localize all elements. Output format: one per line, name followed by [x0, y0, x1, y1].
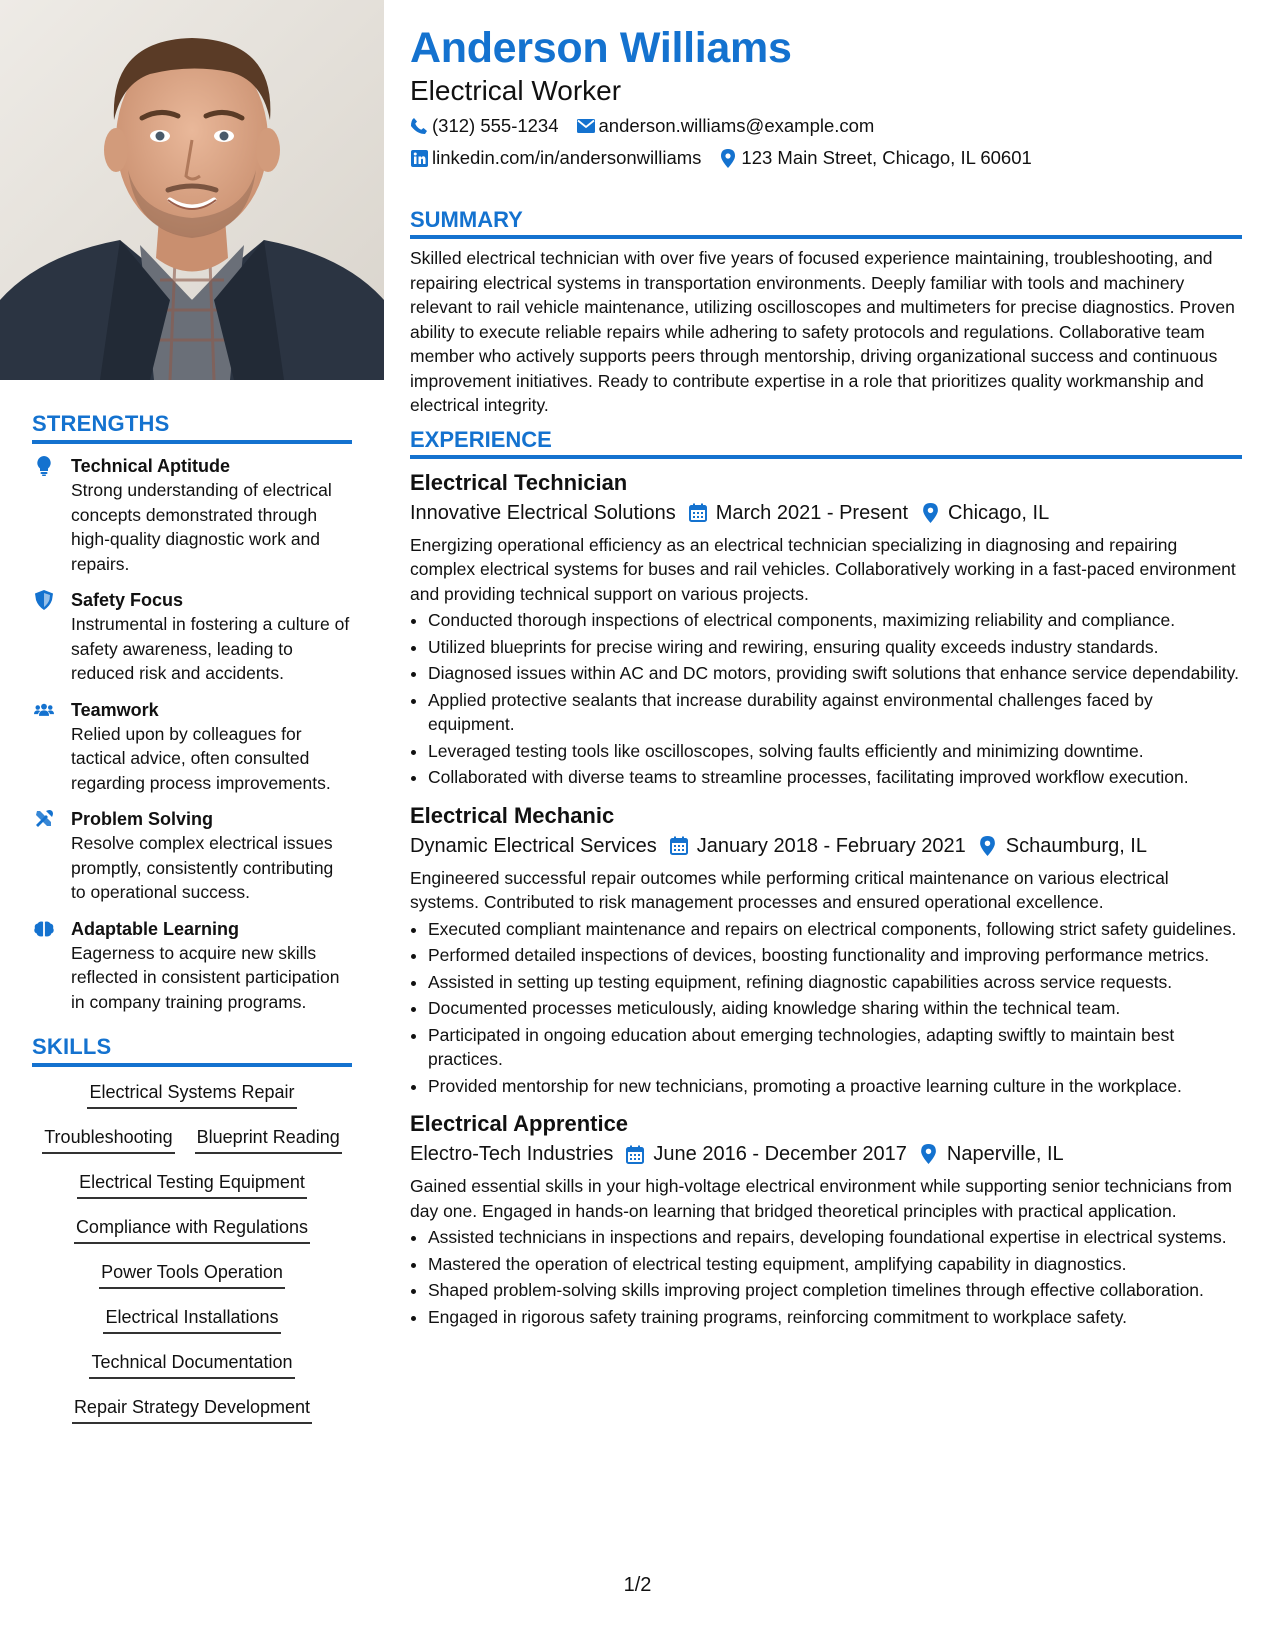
bullet-item: • Performed detailed inspections of devices, boosting functionality and improving performance metrics.: [428, 943, 1242, 968]
job-description: Gained essential skills in your high-voltage electrical environment while supporting senior technicians from day one. Engaged in hands-on learning that bridged theoretical principles with practical application.: [410, 1176, 1232, 1221]
strengths-heading: STRENGTHS: [32, 411, 352, 444]
skill-tag: Electrical Testing Equipment: [77, 1171, 307, 1199]
skill-tag: Electrical Systems Repair: [87, 1081, 296, 1109]
company-name: Electro-Tech Industries: [410, 1143, 614, 1165]
strength-title: Problem Solving: [71, 809, 214, 829]
bullet-item: • Documented processes meticulously, aiding knowledge sharing within the technical team.: [428, 996, 1242, 1021]
strength-item: [32, 807, 352, 905]
job-bullets: [410, 608, 1242, 790]
job-bullets: [410, 1225, 1242, 1329]
profile-photo: [0, 0, 384, 380]
strength-desc: Relied upon by colleagues for tactical advice, often consulted regarding process improvements.: [71, 723, 331, 793]
linkedin-icon: [410, 149, 428, 167]
job-location: Naperville, IL: [946, 1143, 1064, 1165]
job-location: Chicago, IL: [948, 501, 1050, 524]
users-icon: [34, 700, 54, 720]
location-pin-icon: [919, 1144, 939, 1164]
strength-item: [32, 917, 352, 1015]
skill-tag: Technical Documentation: [89, 1351, 294, 1379]
bullet-item: • Leveraged testing tools like oscilloscopes, solving faults efficiently and minimizing downtime.: [428, 739, 1242, 764]
linkedin-text: linkedin.com/in/andersonwilliams: [432, 147, 702, 168]
phone-text: (312) 555-1234: [432, 115, 559, 136]
summary-text: Skilled electrical technician with over five years of focused experience maintaining, troubleshooting, and repairing electrical systems in transportation environments. Deeply familiar with tools and machinery relevant to rail vehicle maintenance, utilizing oscilloscopes and multimeters for precise diagnostics. Proven ability to execute reliable repairs while adhering to safety protocols and regulations. Collaborative team member who actively supports peers through mentorship, driving organizational success and continuous improvement initiatives. Ready to contribute expertise in a role that prioritizes quality workmanship and electrical integrity.: [410, 248, 1235, 415]
bullet-item: • Assisted in setting up testing equipment, refining diagnostic capabilities across service requests.: [428, 970, 1242, 995]
job-description: Engineered successful repair outcomes while performing critical maintenance on various electrical systems. Contributed to risk management processes and ensured operational excellence.: [410, 867, 1169, 912]
brain-icon: [34, 919, 54, 939]
location-pin-icon: [719, 149, 737, 167]
lightbulb-icon: [34, 456, 54, 476]
experience-heading: EXPERIENCE: [410, 427, 1242, 459]
bullet-item: • Participated in ongoing education about emerging technologies, adapting swiftly to maintain best practices.: [428, 1023, 1242, 1072]
phone-icon: [410, 117, 428, 135]
address-contact: [719, 146, 1031, 170]
job-meta: [410, 832, 1242, 860]
strength-title: Technical Aptitude: [71, 456, 231, 476]
bullet-item: • Provided mentorship for new technicians, promoting a proactive learning culture in the workplace.: [428, 1074, 1242, 1099]
job-meta: [410, 499, 1242, 527]
job-dates: January 2018 - February 2021: [696, 834, 966, 857]
envelope-icon: [577, 117, 595, 135]
job-position: Electrical Apprentice: [410, 1111, 629, 1136]
strength-desc: Strong understanding of electrical concepts demonstrated through high-quality diagnostic work and repairs.: [71, 480, 332, 574]
shield-icon: [34, 590, 54, 610]
strength-desc: Instrumental in fostering a culture of safety awareness, leading to reduced risk and accidents.: [71, 614, 350, 683]
email-text: anderson.williams@example.com: [598, 115, 875, 136]
bullet-item: • Collaborated with diverse teams to streamline processes, facilitating improved workflow execution.: [428, 765, 1242, 790]
skill-tag: Electrical Installations: [103, 1306, 280, 1334]
bullet-item: • Executed compliant maintenance and repairs on electrical components, following strict safety guidelines.: [428, 917, 1242, 942]
job-position: Electrical Technician: [410, 469, 628, 495]
job-dates: March 2021 - Present: [715, 501, 909, 524]
location-pin-icon: [920, 503, 940, 523]
calendar-icon: [669, 836, 689, 856]
job-location: Schaumburg, IL: [1005, 834, 1147, 857]
strength-title: Teamwork: [71, 699, 159, 720]
job-title: Electrical Worker: [410, 75, 622, 106]
company-name: Innovative Electrical Solutions: [410, 501, 676, 524]
candidate-name: Anderson Williams: [410, 24, 792, 72]
skill-tag: Repair Strategy Development: [72, 1396, 312, 1424]
bullet-item: • Mastered the operation of electrical testing equipment, amplifying capability in diagnostics.: [428, 1252, 1242, 1277]
summary-heading: SUMMARY: [410, 207, 1242, 239]
bullet-item: • Diagnosed issues within AC and DC motors, providing swift solutions that enhance service dependability.: [428, 661, 1242, 686]
skill-tag: Power Tools Operation: [99, 1261, 285, 1289]
skill-tag: Compliance with Regulations: [74, 1216, 310, 1244]
job-entry: [410, 469, 1242, 790]
strength-title: Safety Focus: [71, 590, 184, 610]
company-name: Dynamic Electrical Services: [410, 834, 657, 857]
calendar-icon: [625, 1144, 645, 1164]
bullet-item: • Assisted technicians in inspections and repairs, developing foundational expertise in electrical systems.: [428, 1225, 1242, 1250]
bullet-item: • Engaged in rigorous safety training programs, reinforcing commitment to workplace safety.: [428, 1305, 1242, 1330]
strength-item: [32, 588, 352, 686]
job-description: Energizing operational efficiency as an electrical technician specializing in diagnosing and repairing complex electrical systems for buses and rail vehicles. Collaboratively working in a fast-paced environment and providing technical support on various projects.: [410, 534, 1236, 604]
job-bullets: [410, 917, 1242, 1099]
sidebar: [0, 0, 384, 1650]
strengths-list: [32, 454, 352, 1014]
page-number: 1/2: [623, 1574, 652, 1596]
job-entry: [410, 1110, 1242, 1329]
linkedin-contact[interactable]: [410, 146, 701, 170]
strength-item: [32, 698, 352, 796]
job-meta: [410, 1140, 1242, 1168]
strength-desc: Resolve complex electrical issues promptly, consistently contributing to operational success.: [71, 833, 334, 902]
job-position: Electrical Mechanic: [410, 802, 615, 828]
phone-contact[interactable]: [410, 114, 559, 138]
skill-tag: Troubleshooting: [42, 1126, 174, 1154]
strength-item: [32, 454, 352, 576]
bullet-item: • Shaped problem-solving skills improving project completion timelines through effective collaboration.: [428, 1278, 1242, 1303]
strength-desc: Eagerness to acquire new skills reflected in consistent participation in company training programs.: [71, 942, 340, 1012]
strength-title: Adaptable Learning: [71, 918, 240, 939]
tools-icon: [34, 809, 54, 829]
location-pin-icon: [978, 836, 998, 856]
contact-row: [410, 114, 1242, 138]
bullet-item: • Conducted thorough inspections of electrical components, maximizing reliability and compliance.: [428, 608, 1242, 633]
skills-list: [32, 1081, 352, 1424]
main-content: [410, 22, 1242, 1329]
bullet-item: • Utilized blueprints for precise wiring and rewiring, ensuring quality exceeds industry standards.: [428, 635, 1242, 660]
job-dates: June 2016 - December 2017: [653, 1143, 907, 1165]
calendar-icon: [688, 503, 708, 523]
bullet-item: • Applied protective sealants that increase durability against environmental challenges faced by equipment.: [428, 688, 1242, 737]
skills-heading: SKILLS: [32, 1034, 352, 1067]
job-entry: [410, 802, 1242, 1099]
address-text: 123 Main Street, Chicago, IL 60601: [741, 147, 1032, 168]
email-contact[interactable]: [577, 114, 875, 138]
contact-row: [410, 146, 1242, 170]
skill-tag: Blueprint Reading: [195, 1126, 342, 1154]
